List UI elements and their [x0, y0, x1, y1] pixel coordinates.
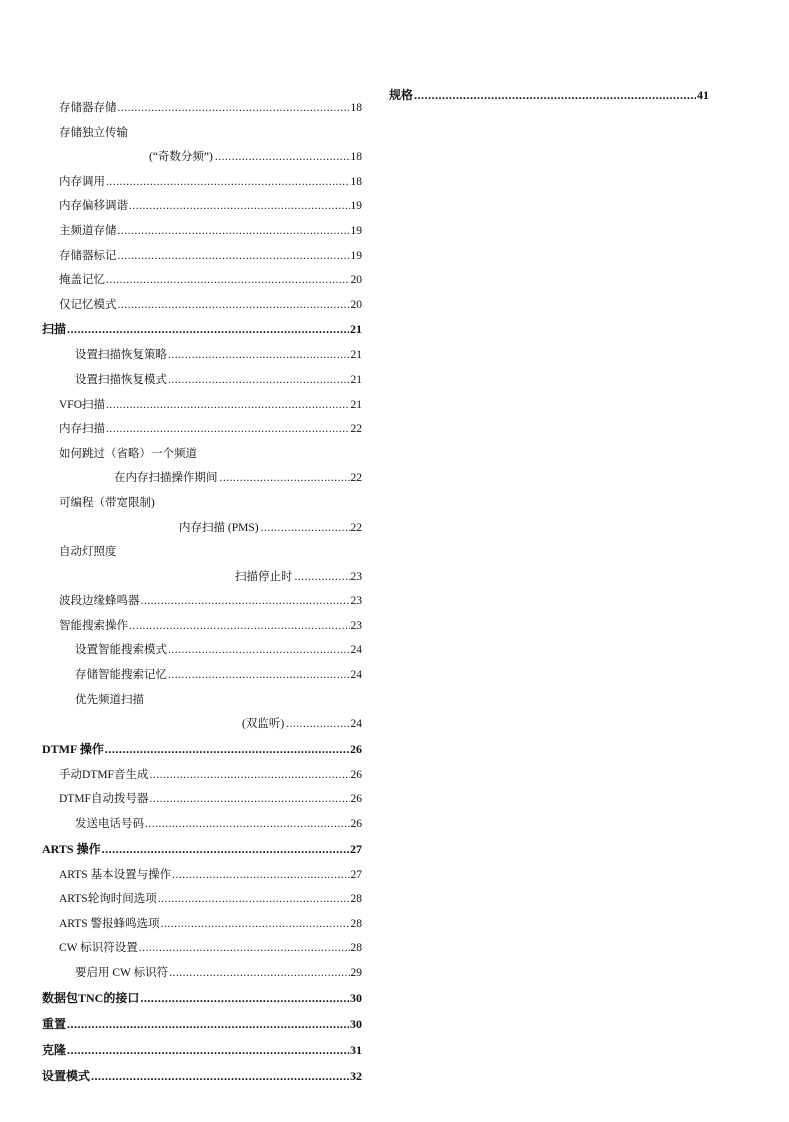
- toc-entry[interactable]: [42, 99, 362, 124]
- toc-section-label: 数据包TNC的接口: [42, 990, 140, 1005]
- toc-page-number: 29: [350, 967, 362, 979]
- leader-dots: [129, 200, 350, 212]
- toc-entry-label: 智能搜索操作: [59, 619, 128, 632]
- leader-dots: [158, 893, 350, 905]
- toc-section-label: 设置模式: [42, 1068, 91, 1083]
- toc-left-column: [42, 99, 362, 1093]
- toc-page-number: 41: [697, 88, 709, 102]
- leader-dots: [91, 1069, 349, 1084]
- leader-dots: [169, 967, 349, 979]
- toc-entry-label: 发送电话号码: [75, 818, 144, 831]
- leader-dots: [102, 842, 349, 857]
- toc-entry-heading: 可编程（带宽限制): [59, 496, 155, 509]
- toc-entry-specifications[interactable]: [389, 86, 709, 112]
- toc-page-number: 19: [350, 224, 362, 237]
- toc-entry-label: 内存扫描: [59, 423, 105, 436]
- toc-page-number: 18: [350, 102, 362, 114]
- toc-section-label: DTMF 操作: [42, 741, 104, 756]
- toc-entry-label: 掩盖记忆: [59, 274, 105, 287]
- toc-entry[interactable]: [42, 790, 362, 815]
- toc-entry-label: (双监听): [242, 718, 285, 731]
- toc-entry[interactable]: [42, 890, 362, 915]
- toc-page-number: 26: [350, 793, 362, 806]
- toc-entry-label: DTMF自动拨号器: [59, 793, 149, 806]
- leader-dots: [67, 1043, 349, 1058]
- toc-entry-label: 存储器标记: [59, 249, 117, 262]
- leader-dots: [215, 151, 351, 163]
- toc-section-clone[interactable]: [42, 1041, 362, 1067]
- toc-section-reset[interactable]: [42, 1015, 362, 1041]
- leader-dots: [286, 718, 350, 730]
- toc-section-tnc[interactable]: [42, 989, 362, 1015]
- toc-page-number: 22: [350, 472, 362, 485]
- leader-dots: [140, 991, 349, 1006]
- toc-page-number: 19: [350, 200, 362, 213]
- toc-entry-label: 主频道存储: [59, 224, 117, 237]
- toc-page-number: 23: [350, 595, 362, 608]
- leader-dots: [118, 102, 350, 114]
- toc-entry[interactable]: [42, 592, 362, 617]
- toc-entry-label: ARTS 警报蜂鸣选项: [59, 917, 160, 930]
- toc-page-number: 20: [350, 274, 362, 287]
- toc-entry-label: 规格: [389, 88, 414, 102]
- leader-dots: [414, 88, 696, 103]
- leader-dots: [261, 522, 351, 534]
- toc-page-number: 31: [350, 1042, 362, 1057]
- toc-entry[interactable]: [42, 519, 362, 544]
- leader-dots: [118, 299, 350, 311]
- leader-dots: [106, 423, 350, 435]
- toc-entry[interactable]: [42, 296, 362, 321]
- toc-entry[interactable]: [42, 666, 362, 691]
- toc-section-arts[interactable]: [42, 840, 362, 866]
- toc-entry-label: ARTS 基本设置与操作: [59, 868, 172, 881]
- toc-entry[interactable]: [42, 715, 362, 740]
- toc-entry[interactable]: [42, 346, 362, 371]
- toc-page-number: 28: [350, 942, 362, 955]
- toc-page-number: 21: [350, 322, 362, 337]
- toc-entry[interactable]: [42, 396, 362, 421]
- toc-page-number: 23: [350, 619, 362, 632]
- toc-section-label: 重置: [42, 1016, 67, 1031]
- toc-page-number: 30: [350, 1016, 362, 1031]
- toc-page-number: 20: [350, 298, 362, 311]
- toc-entry[interactable]: [42, 915, 362, 940]
- toc-page-number: 24: [350, 644, 362, 657]
- leader-dots: [220, 472, 351, 484]
- toc-page-number: 21: [350, 398, 362, 411]
- leader-dots: [168, 349, 350, 361]
- toc-entry[interactable]: [42, 148, 362, 173]
- toc-page-number: 26: [350, 741, 362, 756]
- leader-dots: [168, 644, 350, 656]
- toc-page-number: 22: [350, 423, 362, 436]
- toc-entry[interactable]: [42, 420, 362, 445]
- toc-section-label: 克隆: [42, 1042, 67, 1057]
- toc-page-number: 18: [350, 151, 362, 164]
- toc-page-number: 21: [350, 373, 362, 386]
- toc-page-number: 24: [350, 718, 362, 731]
- toc-entry-label: 仅记忆模式: [59, 298, 117, 311]
- toc-entry[interactable]: [42, 222, 362, 247]
- leader-dots: [106, 399, 349, 411]
- toc-section-label: ARTS 操作: [42, 841, 101, 856]
- toc-page-number: 30: [350, 990, 362, 1005]
- toc-entry[interactable]: [42, 866, 362, 891]
- toc-entry-heading: 优先频道扫描: [75, 693, 144, 706]
- toc-entry-label: 内存偏移调谐: [59, 200, 128, 213]
- toc-entry[interactable]: [42, 617, 362, 642]
- toc-section-label: 扫描: [42, 322, 67, 337]
- toc-section-setup-mode[interactable]: [42, 1067, 362, 1093]
- leader-dots: [106, 274, 350, 286]
- leader-dots: [295, 571, 351, 583]
- toc-page-number: 26: [350, 818, 362, 831]
- toc-page-number: 22: [350, 521, 362, 534]
- toc-page-number: 18: [350, 175, 362, 188]
- leader-dots: [141, 595, 350, 607]
- leader-dots: [129, 620, 350, 632]
- toc-entry[interactable]: [42, 271, 362, 296]
- toc-entry-label: 要启用 CW 标识符: [75, 967, 169, 979]
- toc-entry-label: 设置智能搜索模式: [75, 644, 167, 657]
- leader-dots: [139, 942, 350, 954]
- toc-entry[interactable]: [42, 964, 362, 989]
- leader-dots: [161, 918, 350, 930]
- leader-dots: [172, 869, 349, 881]
- toc-entry-label: 手动DTMF音生成: [59, 768, 149, 781]
- toc-entry[interactable]: [42, 197, 362, 222]
- toc-page-number: 24: [350, 669, 362, 682]
- leader-dots: [168, 374, 350, 386]
- toc-entry[interactable]: [42, 371, 362, 396]
- toc-entry-label: 设置扫描恢复模式: [75, 373, 167, 386]
- toc-entry-label: (“奇数分频”): [149, 151, 213, 164]
- toc-entry-label: 内存扫描 (PMS): [179, 521, 259, 534]
- leader-dots: [168, 669, 350, 681]
- toc-entry-heading: 如何跳过（省略）一个频道: [59, 447, 197, 460]
- toc-page-number: 27: [350, 841, 362, 856]
- toc-entry-label: 设置扫描恢复策略: [75, 349, 167, 362]
- toc-entry[interactable]: [42, 766, 362, 791]
- toc-entry[interactable]: [42, 641, 362, 666]
- toc-entry-label: 在内存扫描操作期间: [114, 472, 218, 485]
- leader-dots: [118, 250, 350, 262]
- toc-entry-label: ARTS轮询时间选项: [59, 893, 157, 906]
- toc-entry[interactable]: [42, 469, 362, 494]
- toc-page-number: 27: [350, 868, 362, 881]
- toc-entry-label: 扫描停止时: [235, 570, 293, 583]
- toc-page-number: 28: [350, 893, 362, 906]
- toc-entry-heading: 存储独立传输: [59, 126, 128, 139]
- toc-entry[interactable]: [42, 247, 362, 272]
- leader-dots: [145, 818, 350, 830]
- toc-entry-heading: 自动灯照度: [59, 546, 117, 559]
- toc-section-scan[interactable]: [42, 320, 362, 346]
- toc-page-number: 21: [350, 349, 362, 362]
- toc-entry[interactable]: [42, 568, 362, 593]
- toc-entry-label: VFO扫描: [59, 398, 106, 411]
- toc-entry-label: CW 标识符设置: [59, 942, 138, 955]
- toc-page-number: 19: [350, 249, 362, 262]
- leader-dots: [67, 1017, 349, 1032]
- leader-dots: [149, 769, 349, 781]
- toc-entry[interactable]: [42, 815, 362, 840]
- toc-entry-label: 存储器存储: [59, 102, 117, 114]
- toc-section-dtmf[interactable]: [42, 740, 362, 766]
- toc-page-number: 32: [350, 1068, 362, 1083]
- leader-dots: [105, 742, 349, 757]
- leader-dots: [67, 322, 349, 337]
- toc-right-column: [389, 86, 709, 112]
- leader-dots: [149, 793, 349, 805]
- toc-entry-label: 存储智能搜索记忆: [75, 669, 167, 682]
- toc-entry[interactable]: [42, 939, 362, 964]
- toc-entry[interactable]: [42, 173, 362, 198]
- toc-page-number: 23: [350, 570, 362, 583]
- toc-page-number: 26: [350, 768, 362, 781]
- leader-dots: [106, 176, 350, 188]
- toc-entry-label: 波段边缘蜂鸣器: [59, 595, 140, 608]
- toc-page-number: 28: [350, 917, 362, 930]
- leader-dots: [118, 225, 350, 237]
- toc-entry-label: 内存调用: [59, 175, 105, 188]
